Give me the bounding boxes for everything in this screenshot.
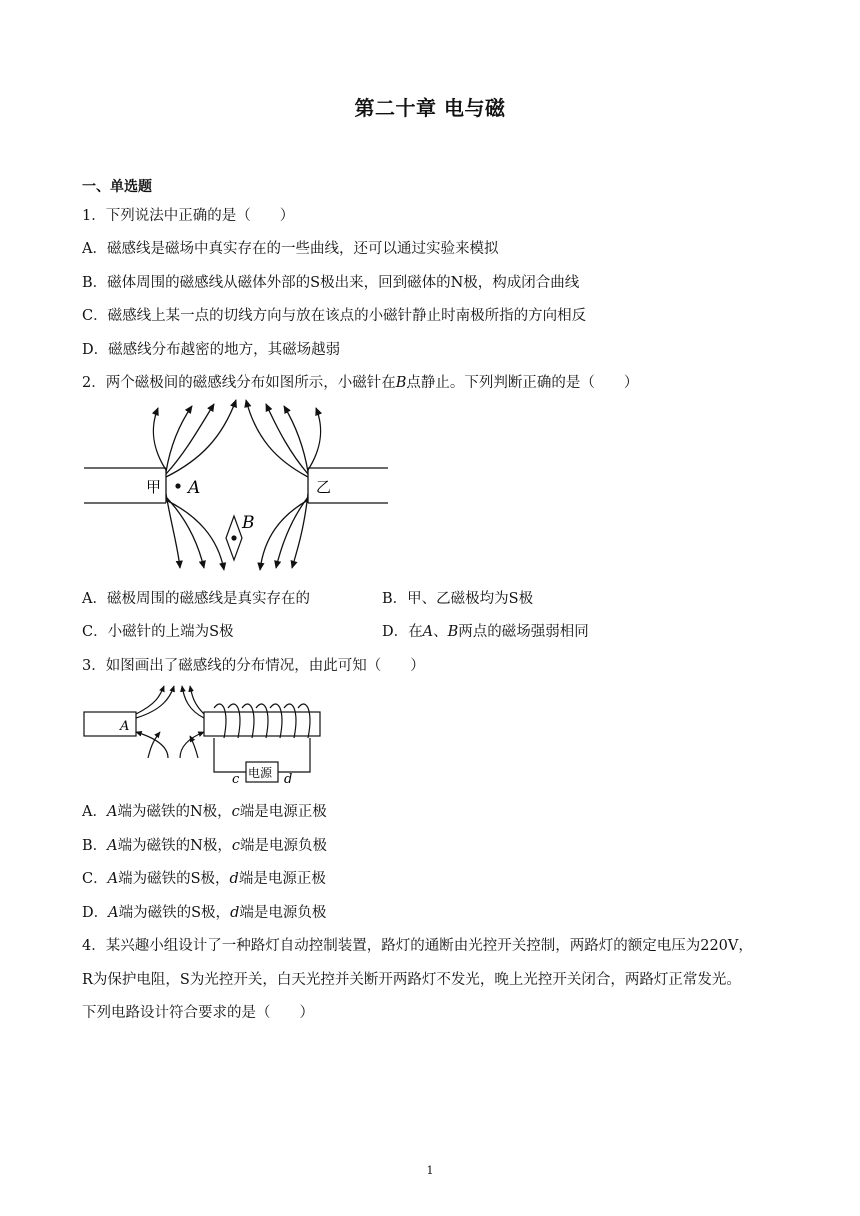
q3-power-source-label: 电源 [248,766,273,780]
q3-terminal-d-label: d [284,772,293,787]
q2-left-pole-label: 甲 [146,478,162,496]
page-title: 第二十章 电与磁 [354,96,506,120]
q1-option-b: B．磁体周围的磁感线从磁体外部的S极出来，回到磁体的N极，构成闭合曲线 [82,275,580,291]
q3-terminal-c-label: c [232,772,240,787]
q3-solenoid-figure [80,684,340,787]
q2-option-d: D．在A、B两点的磁场强弱相同 [382,624,589,640]
q1-option-c: C．磁感线上某一点的切线方向与放在该点的小磁针静止时南极所指的方向相反 [82,308,587,324]
q3-option-b: B．A端为磁铁的N极，c端是电源负极 [82,838,327,854]
q2-option-c: C．小磁针的上端为S极 [82,624,234,640]
q1-option-a: A．磁感线是磁场中真实存在的一些曲线，还可以通过实验来模拟 [82,241,499,257]
q4-stem-line-3: 下列电路设计符合要求的是（ ） [82,1005,314,1021]
q1-stem: 1．下列说法中正确的是（ ） [82,208,295,224]
q2-point-a-label: A [188,478,201,498]
q2-stem: 2．两个磁极间的磁感线分布如图所示，小磁针在B点静止。下列判断正确的是（ ） [82,375,639,391]
section-heading: 一、单选题 [82,179,152,195]
q3-option-d: D．A端为磁铁的S极，d端是电源负极 [82,905,327,921]
q1-option-d: D．磁感线分布越密的地方，其磁场越弱 [82,342,341,358]
q3-option-a: A．A端为磁铁的N极，c端是电源正极 [82,804,327,820]
q4-stem-line-2: R为保护电阻，S为光控开关，白天光控并关断开两路灯不发光，晚上光控开关闭合，两路灯正常发光。 [82,972,741,988]
q2-magnetic-field-figure [80,398,400,576]
q4-stem-line-1: 4．某兴趣小组设计了一种路灯自动控制装置，路灯的通断由光控开关控制，两路灯的额定电压为220V， [82,938,753,954]
q3-option-c: C．A端为磁铁的S极，d端是电源正极 [82,871,326,887]
q2-option-b: B．甲、乙磁极均为S极 [382,591,534,607]
q3-magnet-a-label: A [120,719,130,734]
q2-point-b-label: B [242,513,255,533]
q2-option-a: A．磁极周围的磁感线是真实存在的 [82,591,310,607]
page-number: 1 [426,1164,434,1177]
q2-right-pole-label: 乙 [316,478,332,496]
q3-stem: 3．如图画出了磁感线的分布情况，由此可知（ ） [82,658,425,674]
